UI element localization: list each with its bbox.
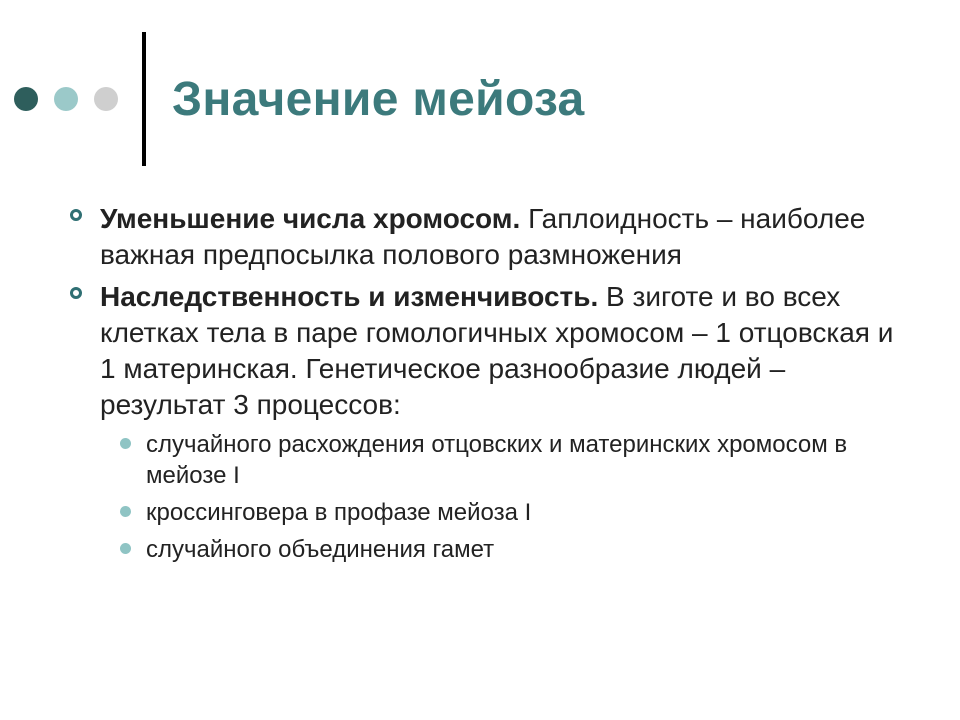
sub-bullet-item xyxy=(146,534,900,565)
sub-bullet-text: кроссинговера в профазе мейоза I xyxy=(146,499,532,526)
title-divider-bar xyxy=(142,32,146,166)
dot-bullet-icon xyxy=(120,438,131,449)
bullet-text: Гаплоидность – наиболее важная предпосылка полового размножения xyxy=(100,203,866,270)
bullet-text: В зиготе и во всех клетках тела в паре гомологичных хромосом – 1 отцовская и 1 материнская. Генетическое разнообразие людей – результат 3 процессов: xyxy=(100,281,894,420)
bullet-item xyxy=(100,201,900,273)
sub-bullet-text: случайного расхождения отцовских и материнских хромосом в мейозе I xyxy=(146,431,848,489)
dark-dot-icon xyxy=(14,87,38,111)
dot-bullet-icon xyxy=(120,543,131,554)
bullet-heading: Уменьшение числа хромосом. xyxy=(100,203,521,234)
decorative-dots xyxy=(14,86,134,112)
ring-bullet-icon xyxy=(70,287,82,299)
slide-title: Значение мейоза xyxy=(172,73,585,126)
sub-bullet-text: случайного объединения гамет xyxy=(146,536,495,563)
sub-bullet-list xyxy=(100,429,900,565)
gray-dot-icon xyxy=(94,87,118,111)
dot-bullet-icon xyxy=(120,506,131,517)
sub-bullet-item xyxy=(146,429,900,491)
sub-bullet-item xyxy=(146,497,900,528)
slide-body xyxy=(100,201,900,571)
ring-bullet-icon xyxy=(70,209,82,221)
bullet-item xyxy=(100,279,900,565)
light-teal-dot-icon xyxy=(54,87,78,111)
bullet-heading: Наследственность и изменчивость. xyxy=(100,281,599,312)
